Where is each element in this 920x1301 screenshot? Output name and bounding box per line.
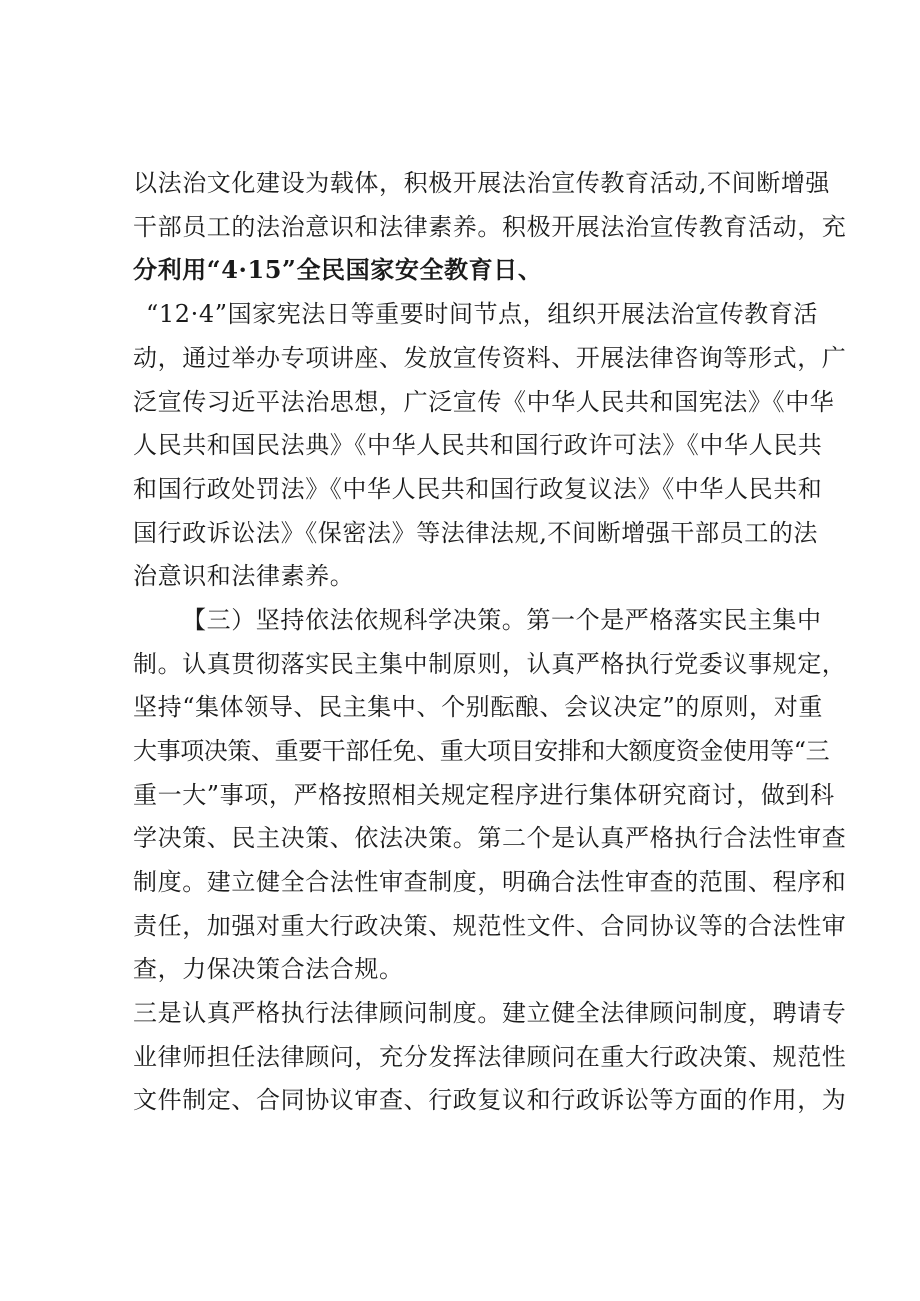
paragraph-1-line-10: 治意识和法律素养。: [133, 562, 355, 590]
paragraph-1-line-1: 以法治文化建设为载体，积极开展法治宣传教育活动,不间断增强: [133, 169, 831, 197]
paragraph-1-line-7: 人民共和国民法典》《中华人民共和国行政许可法》《中华人民共: [133, 431, 823, 459]
paragraph-1-line-6: 泛宣传习近平法治思想，广泛宣传《中华人民共和国宪法》《中华: [133, 388, 835, 416]
paragraph-2-line-1: 【三）坚持依法依规科学决策。第一个是严格落实民主集中: [182, 606, 822, 634]
paragraph-1-line-5: 动，通过举办专项讲座、发放宣传资料、开展法律咨询等形式，广: [133, 344, 847, 372]
paragraph-2-line-4: 大事项决策、重要干部任免、重大项目安排和大额度资金使用等“三: [133, 737, 830, 765]
paragraph-2-line-3: 坚持“集体领导、民主集中、个别酝酿、会议决定”的原则，对重: [133, 693, 823, 721]
paragraph-3-line-3: 文件制定、合同协议审查、行政复议和行政诉讼等方面的作用，为: [133, 1086, 847, 1114]
paragraph-2-line-2: 制。认真贯彻落实民主集中制原则，认真严格执行党委议事规定，: [133, 650, 847, 678]
paragraph-2-line-6: 学决策、民主决策、依法决策。第二个是认真严格执行合法性审查: [133, 824, 847, 852]
paragraph-3-line-2: 业律师担任法律顾问，充分发挥法律顾问在重大行政决策、规范性: [133, 1043, 847, 1071]
paragraph-1-line-2: 干部员工的法治意识和法律素养。积极开展法治宣传教育活动，充: [133, 213, 847, 241]
paragraph-1-line-3: 分利用“4·15”全民国家安全教育日、: [133, 255, 543, 284]
paragraph-1-line-8: 和国行政处罚法》《中华人民共和国行政复议法》《中华人民共和: [133, 475, 823, 503]
paragraph-2-line-9: 查，力保决策合法合规。: [133, 955, 404, 983]
paragraph-1-line-9: 国行政诉讼法》《保密法》等法律法规,不间断增强干部员工的法: [133, 519, 819, 547]
paragraph-2-line-5: 重一大”事项，严格按照相关规定程序进行集体研究商讨，做到科: [133, 781, 835, 809]
paragraph-1-line-4: “12·4”国家宪法日等重要时间节点，组织开展法治宣传教育活: [146, 300, 818, 328]
paragraph-3-line-1: 三是认真严格执行法律顾问制度。建立健全法律顾问制度，聘请专: [133, 999, 847, 1027]
paragraph-2-line-7: 制度。建立健全合法性审查制度，明确合法性审查的范围、程序和: [133, 868, 847, 896]
paragraph-2-line-8: 责任，加强对重大行政决策、规范性文件、合同协议等的合法性审: [133, 912, 847, 940]
